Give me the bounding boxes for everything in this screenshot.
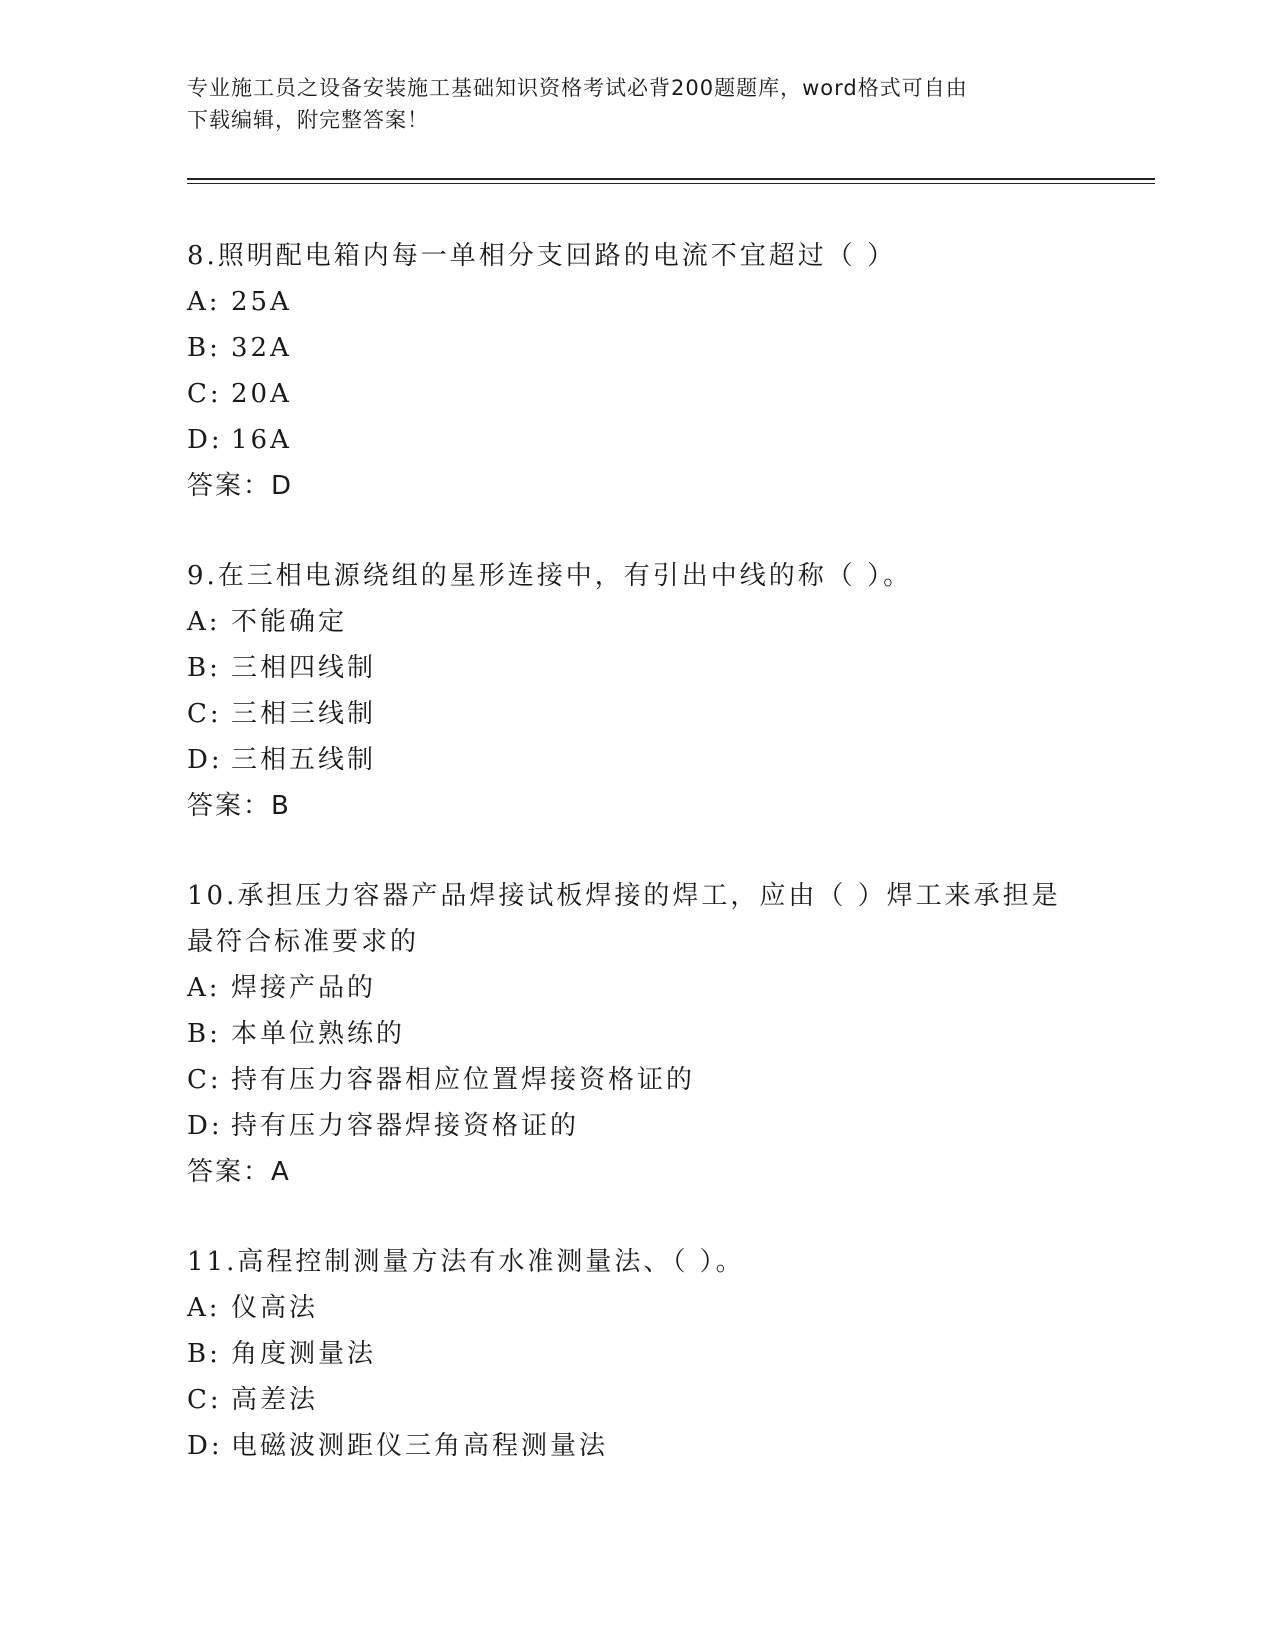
option-d [187, 1423, 1087, 1469]
option-d [187, 1103, 1087, 1149]
option-text: 电磁波测距仪三角高程测量法 [231, 1431, 609, 1461]
option-key: D: [187, 1431, 223, 1461]
option-text: 20A [231, 379, 292, 409]
question-text: 9.在三相电源绕组的星形连接中，有引出中线的称（ ）。 [187, 561, 913, 591]
option-a [187, 279, 1087, 325]
option-a [187, 965, 1087, 1011]
option-text: 三相五线制 [231, 745, 377, 775]
question-10 [187, 873, 1087, 1195]
option-key: B: [187, 333, 221, 363]
option-b [187, 1331, 1087, 1377]
question-8 [187, 233, 1087, 509]
option-key: D: [187, 425, 223, 455]
option-text: 仪高法 [231, 1293, 319, 1323]
option-text: 持有压力容器相应位置焊接资格证的 [231, 1065, 696, 1095]
option-text: 25A [231, 287, 292, 317]
option-key: A: [187, 1293, 221, 1323]
option-key: A: [187, 973, 221, 1003]
option-a [187, 599, 1087, 645]
header-divider-thin [187, 183, 1155, 184]
option-text: 焊接产品的 [231, 973, 377, 1003]
option-text: 16A [231, 425, 292, 455]
option-d [187, 417, 1087, 463]
option-a [187, 1285, 1087, 1331]
question-text: 11.高程控制测量方法有水准测量法、（ ）。 [187, 1247, 745, 1277]
option-key: D: [187, 1111, 223, 1141]
option-c [187, 1377, 1087, 1423]
option-d [187, 737, 1087, 783]
option-b [187, 645, 1087, 691]
option-key: B: [187, 1019, 221, 1049]
option-text: 三相三线制 [231, 699, 377, 729]
option-c [187, 691, 1087, 737]
option-key: B: [187, 653, 221, 683]
option-key: C: [187, 1065, 222, 1095]
option-text: 不能确定 [231, 607, 348, 637]
option-text: 角度测量法 [231, 1339, 377, 1369]
question-11 [187, 1239, 1087, 1469]
option-c [187, 371, 1087, 417]
header-line-1: 专业施工员之设备安装施工基础知识资格考试必背200题题库，word格式可自由 [187, 76, 968, 100]
option-text: 持有压力容器焊接资格证的 [231, 1111, 580, 1141]
option-c [187, 1057, 1087, 1103]
question-text: 10.承担压力容器产品焊接试板焊接的焊工，应由（ ）焊工来承担是最符合标准要求的 [187, 881, 1061, 957]
document-header [187, 72, 1087, 136]
option-key: B: [187, 1339, 221, 1369]
option-text: 三相四线制 [231, 653, 377, 683]
question-list [187, 233, 1087, 1513]
option-text: 本单位熟练的 [231, 1019, 406, 1049]
option-key: C: [187, 379, 222, 409]
option-key: D: [187, 745, 223, 775]
option-key: A: [187, 287, 221, 317]
option-b [187, 325, 1087, 371]
header-line-2: 下载编辑，附完整答案！ [187, 108, 429, 132]
question-text: 8.照明配电箱内每一单相分支回路的电流不宜超过（ ） [187, 241, 897, 271]
option-key: C: [187, 699, 222, 729]
option-key: A: [187, 607, 221, 637]
answer: 答案：D [187, 471, 294, 501]
header-divider-thick [187, 178, 1155, 180]
option-b [187, 1011, 1087, 1057]
question-9 [187, 553, 1087, 829]
answer: 答案：A [187, 1157, 291, 1187]
option-text: 高差法 [231, 1385, 319, 1415]
answer: 答案：B [187, 791, 291, 821]
option-key: C: [187, 1385, 222, 1415]
option-text: 32A [231, 333, 292, 363]
